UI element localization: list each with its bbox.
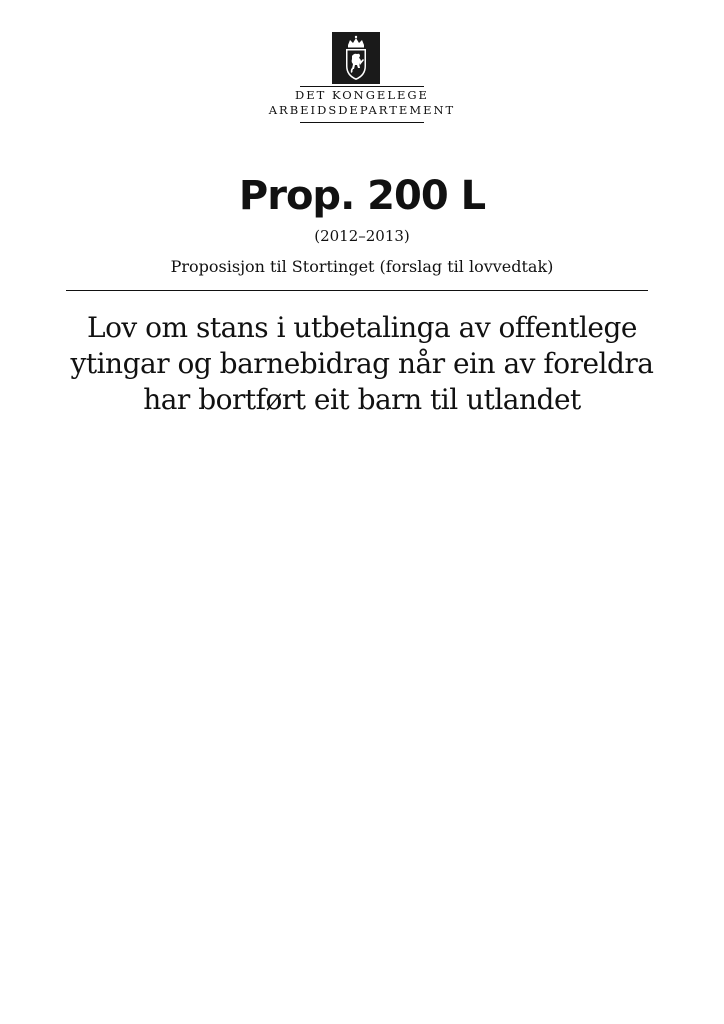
department-bottom-rule <box>300 122 424 123</box>
parliamentary-session: (2012–2013) <box>314 227 410 245</box>
coat-of-arms-icon <box>332 32 380 84</box>
proposition-type: Proposisjon til Stortinget (forslag til lovvedtak) <box>170 257 554 276</box>
department-name-line-1: DET KONGELEGE <box>295 88 429 102</box>
document-title-line-1: Lov om stans i utbetalinga av offentlege <box>86 311 637 344</box>
department-block <box>0 86 724 123</box>
title-divider <box>66 290 648 291</box>
department-top-rule <box>300 86 424 87</box>
document-title-line-3: har bortført eit barn til utlandet <box>143 383 581 416</box>
document-title <box>40 310 684 418</box>
department-name-line-2: ARBEIDSDEPARTEMENT <box>268 103 456 117</box>
document-title-line-2: ytingar og barnebidrag når ein av foreldra <box>70 347 654 380</box>
proposition-number: Prop. 200 L <box>238 173 486 219</box>
